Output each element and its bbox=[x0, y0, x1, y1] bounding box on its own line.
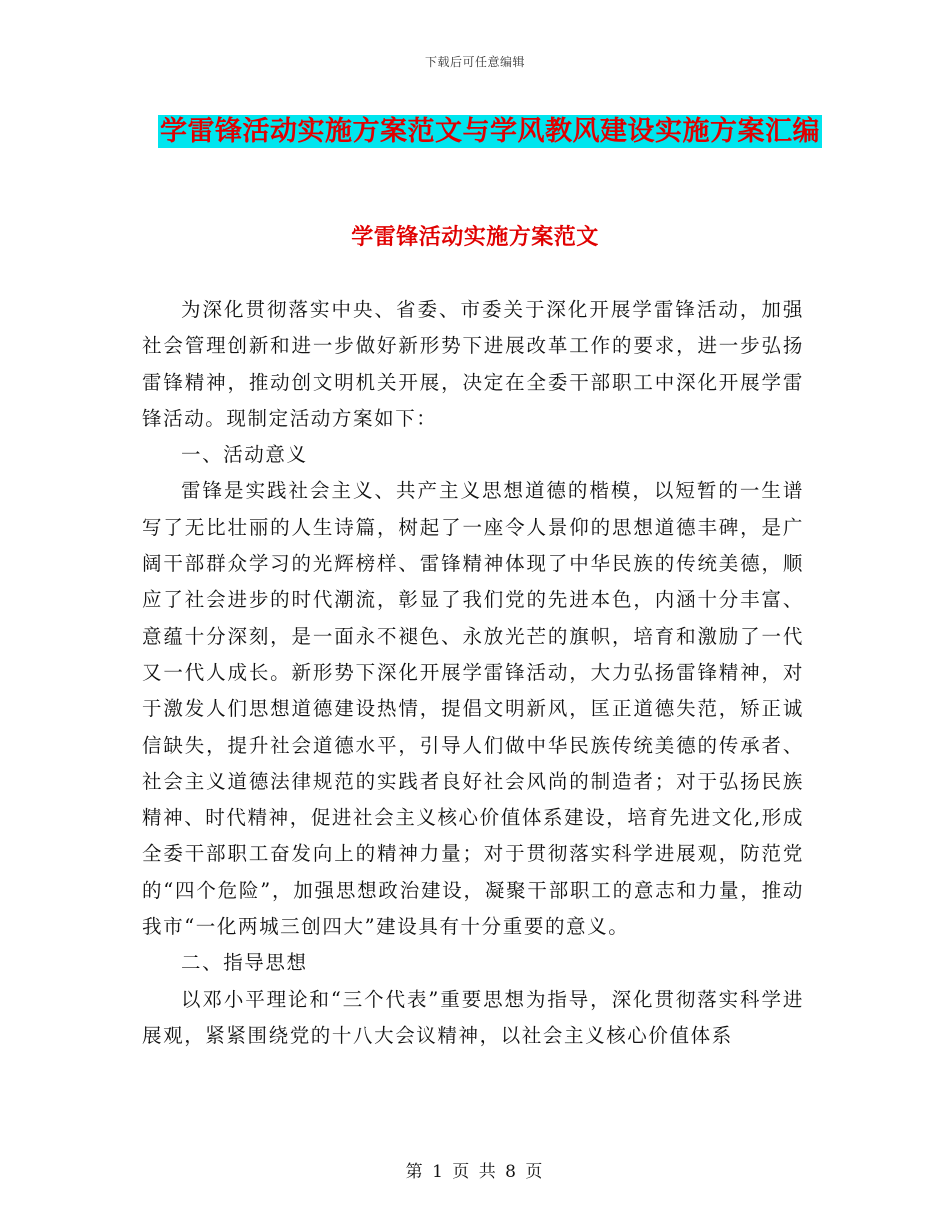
paragraph-intro: 为深化贯彻落实中央、省委、市委关于深化开展学雷锋活动，加强社会管理创新和进一步做好新形势下进展改革工作的要求，进一步弘扬雷锋精神，推动创文明机关开展，决定在全委干部职工中深化开展学雷锋活动。现制定活动方案如下： bbox=[142, 298, 804, 430]
section-title: 学雷锋活动实施方案范文 bbox=[351, 225, 599, 250]
heading-guiding-ideology: 二、指导思想 bbox=[181, 951, 308, 975]
page-indicator: 第 1 页 共 8 页 bbox=[405, 1162, 545, 1182]
document-body bbox=[142, 292, 804, 1054]
document-title-highlight: 学雷锋活动实施方案范文与学风教风建设实施方案汇编 bbox=[160, 116, 820, 147]
header-note: 下载后可任意编辑 bbox=[424, 55, 525, 69]
paragraph-significance: 雷锋是实践社会主义、共产主义思想道德的楷模，以短暂的一生谱写了无比壮丽的人生诗篇，树起了一座令人景仰的思想道德丰碑，是广阔干部群众学习的光辉榜样、雷锋精神体现了中华民族的传统美德，顺应了社会进步的时代潮流，彰显了我们党的先进本色，内涵十分丰富、意蕴十分深刻，是一面永不褪色、永放光芒的旗帜，培育和激励了一代又一代人成长。新形势下深化开展学雷锋活动，大力弘扬雷锋精神，对于激发人们思想道德建设热情，提倡文明新风，匡正道德失范，矫正诚信缺失，提升社会道德水平，引导人们做中华民族传统美德的传承者、社会主义道德法律规范的实践者良好社会风尚的制造者；对于弘扬民族精神、时代精神，促进社会主义核心价值体系建设，培育先进文化,形成全委干部职工奋发向上的精神力量；对于贯彻落实科学进展观，防范党的“四个危险”，加强思想政治建设，凝聚干部职工的意志和力量，推动我市“一化两城三创四大”建设具有十分重要的意义。 bbox=[142, 479, 804, 939]
document-title bbox=[150, 108, 830, 155]
paragraph-guiding-ideology: 以邓小平理论和“三个代表”重要思想为指导，深化贯彻落实科学进展观，紧紧围绕党的十八大会议精神，以社会主义核心价值体系 bbox=[142, 987, 804, 1047]
heading-activity-significance: 一、活动意义 bbox=[181, 443, 308, 467]
